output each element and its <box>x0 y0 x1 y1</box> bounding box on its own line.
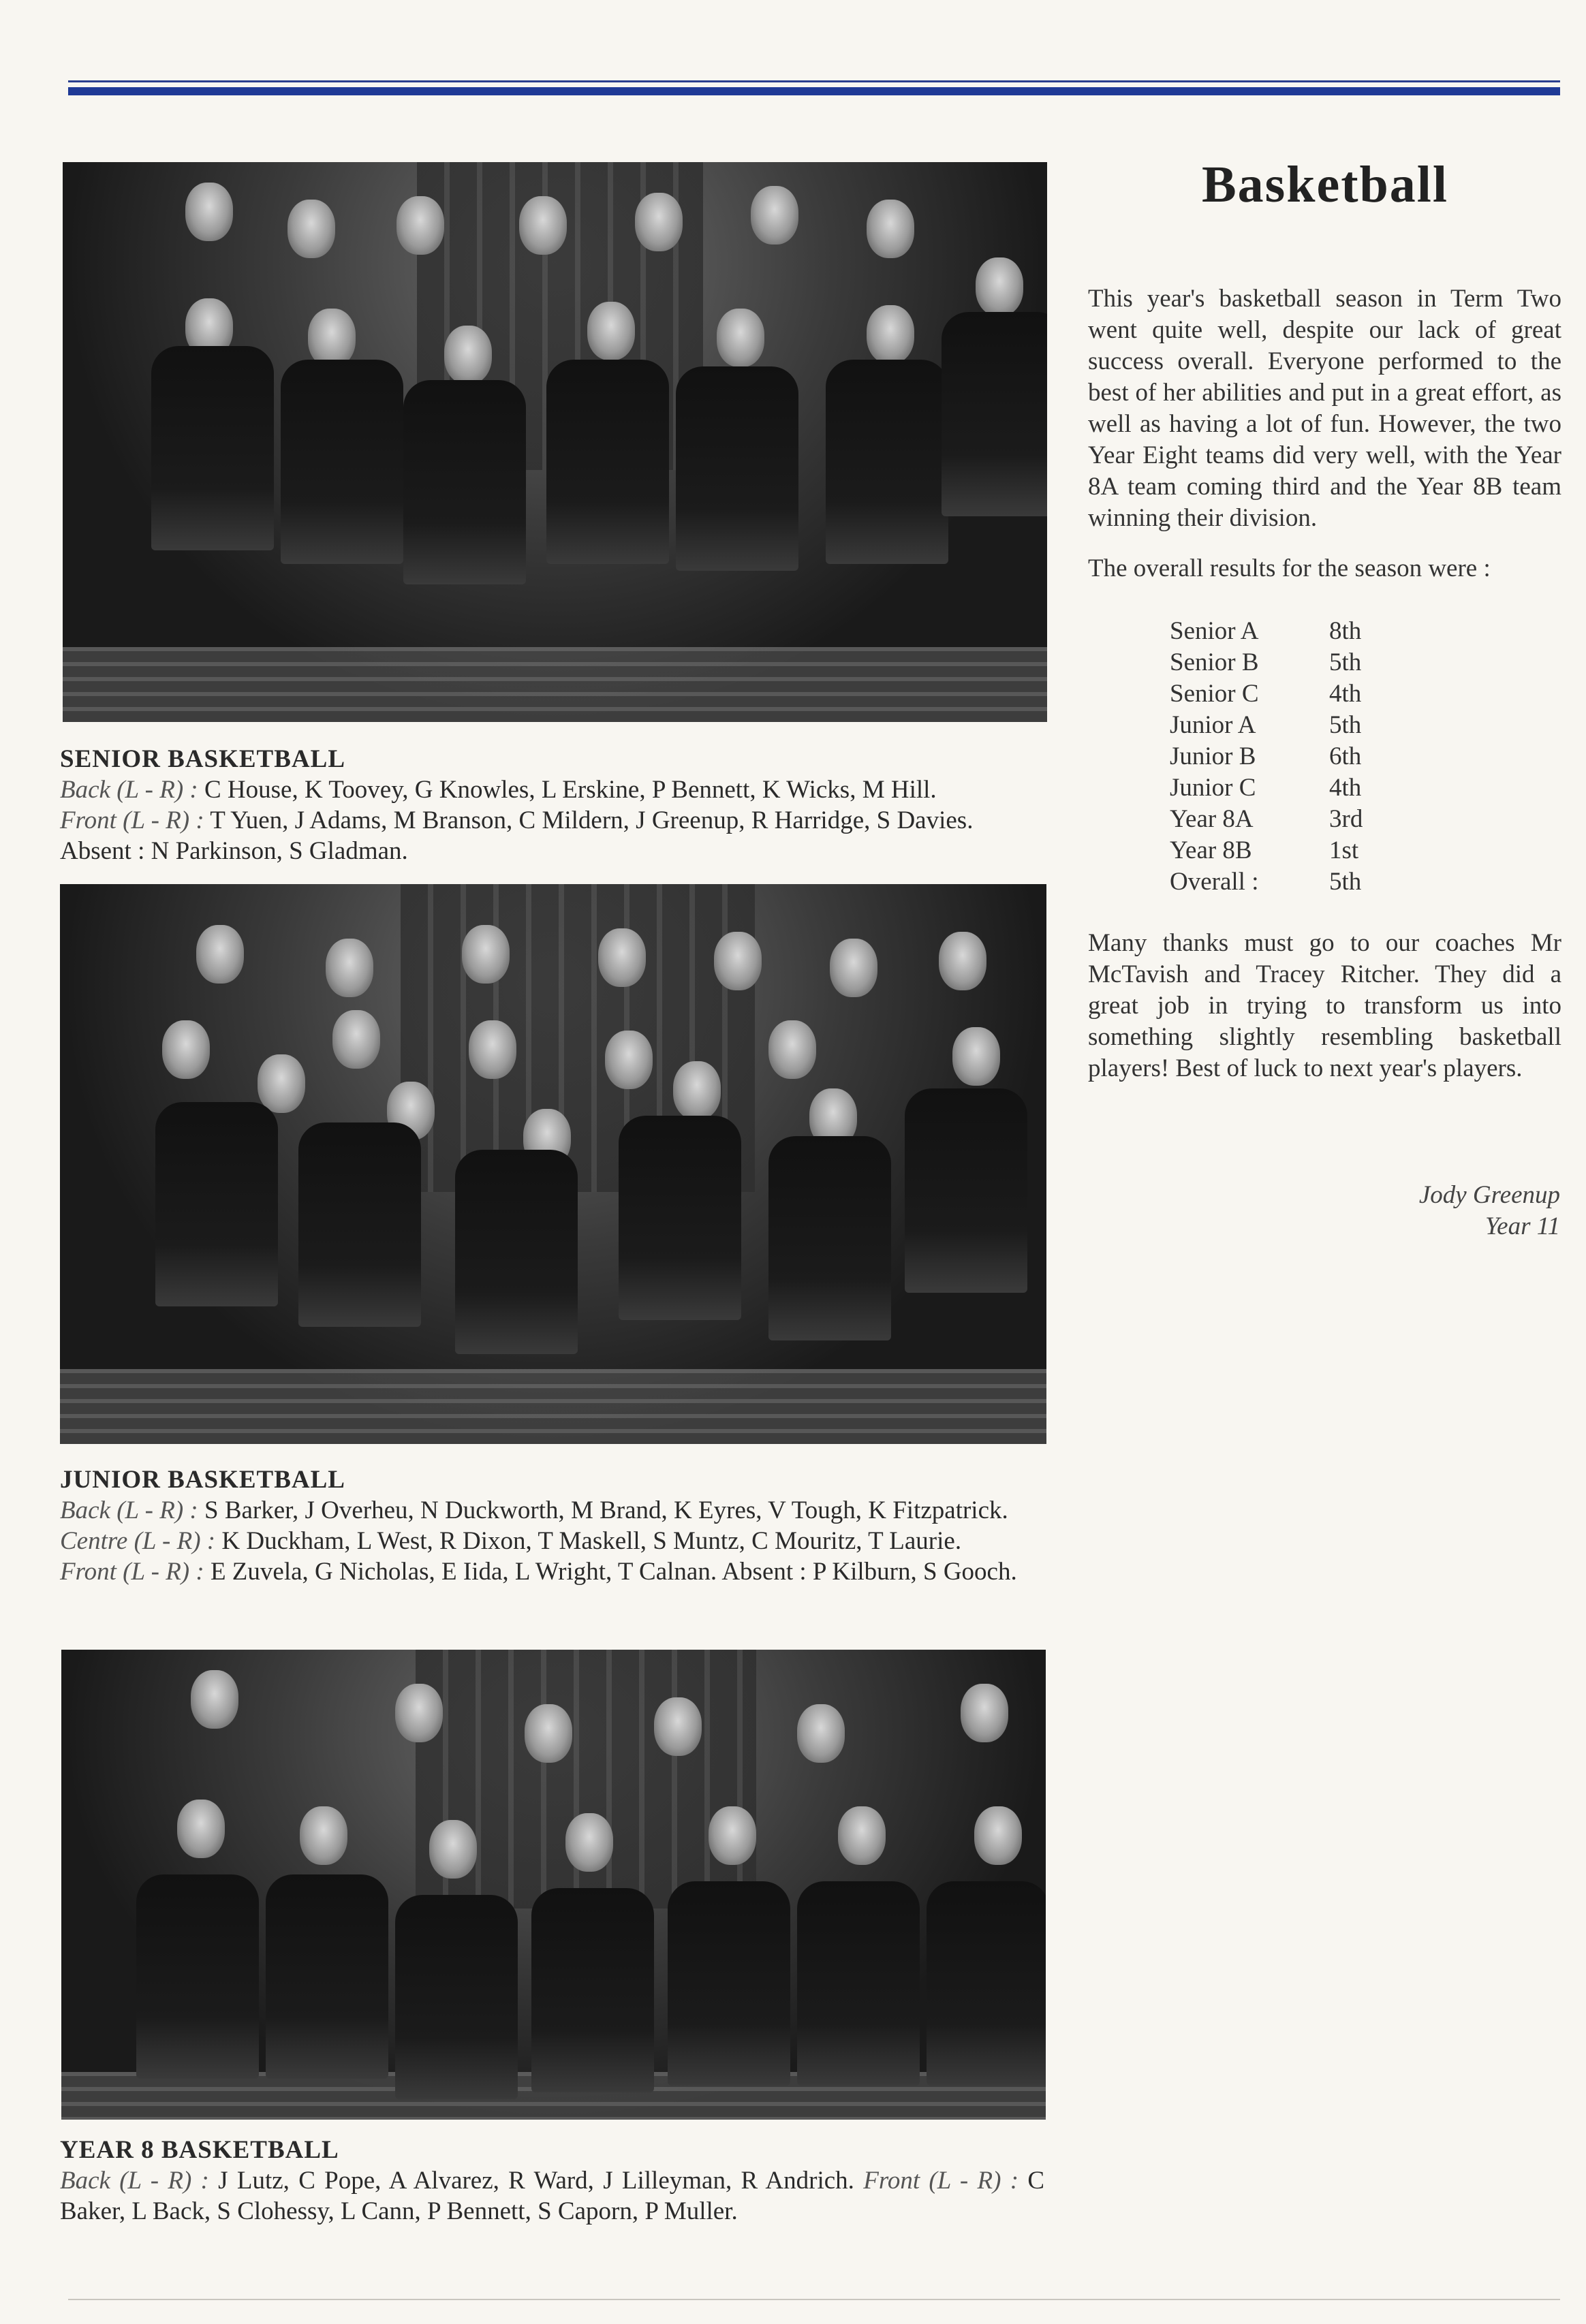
article-title: Basketball <box>1201 156 1449 213</box>
junior-absent: Absent : P Kilburn, S Gooch. <box>721 1558 1017 1586</box>
year8-back-label: Back (L - R) : <box>60 2167 209 2195</box>
junior-front-names: E Zuvela, G Nicholas, E Iida, L Wright, T Calnan. <box>210 1558 717 1586</box>
senior-front-label: Front (L - R) : <box>60 806 204 834</box>
author-name: Jody Greenup <box>1418 1181 1560 1209</box>
junior-centre-names: K Duckham, L West, R Dixon, T Maskell, S Muntz, C Mouritz, T Laurie. <box>221 1527 962 1555</box>
junior-back-label: Back (L - R) : <box>60 1496 198 1524</box>
result-row <box>1170 616 1456 647</box>
junior-front-label: Front (L - R) : <box>60 1558 204 1586</box>
article-paragraph-3: Many thanks must go to our coaches Mr McTavish and Tracey Ritcher. They did a great job in trying to transform us into something slightly resembling basketball players! Best of luck to next year's players. <box>1088 929 1561 1082</box>
result-team: Senior A <box>1170 617 1259 645</box>
result-row <box>1170 804 1456 835</box>
result-place: 5th <box>1329 648 1362 676</box>
result-row <box>1170 835 1456 866</box>
result-row <box>1170 741 1456 772</box>
senior-heading: SENIOR BASKETBALL <box>60 745 345 773</box>
junior-back-names: S Barker, J Overheu, N Duckworth, M Brand, K Eyres, V Tough, K Fitzpatrick. <box>204 1496 1008 1524</box>
result-team: Junior B <box>1170 742 1256 770</box>
junior-caption <box>60 1464 1046 1587</box>
year8-rows <box>60 2165 1044 2227</box>
year8-back-names: J Lutz, C Pope, A Alvarez, R Ward, J Lilleyman, R Andrich. <box>218 2167 854 2195</box>
senior-front-row <box>60 805 1046 836</box>
article-signoff <box>1226 1180 1560 1242</box>
junior-front-row <box>60 1556 1046 1587</box>
result-row <box>1170 710 1456 741</box>
photo-figures <box>63 162 1047 722</box>
senior-back-row <box>60 774 1046 805</box>
junior-back-row <box>60 1495 1046 1526</box>
senior-caption <box>60 744 1046 866</box>
result-team: Junior A <box>1170 711 1256 739</box>
senior-absent: Absent : N Parkinson, S Gladman. <box>60 837 408 865</box>
article-paragraph-2: The overall results for the season were : <box>1088 554 1491 582</box>
senior-back-names: C House, K Toovey, G Knowles, L Erskine, P Bennett, K Wicks, M Hill. <box>204 776 937 804</box>
senior-team-photo <box>63 162 1047 722</box>
result-row <box>1170 647 1456 678</box>
result-row <box>1170 678 1456 710</box>
result-team: Year 8A <box>1170 805 1254 833</box>
result-place: 5th <box>1329 868 1362 896</box>
senior-front-names: T Yuen, J Adams, M Branson, C Mildern, J Greenup, R Harridge, S Davies. <box>210 806 974 834</box>
junior-heading: JUNIOR BASKETBALL <box>60 1466 345 1494</box>
result-row <box>1170 866 1456 898</box>
result-place: 3rd <box>1329 805 1363 833</box>
result-place: 5th <box>1329 711 1362 739</box>
junior-centre-label: Centre (L - R) : <box>60 1527 216 1555</box>
result-team: Senior B <box>1170 648 1259 676</box>
article-paragraph-1: This year's basketball season in Term Two went quite well, despite our lack of great success overall. Everyone performed to the best of her abilities and put in a great effort, as well as having a lot of fun. However, the two Year Eight teams did very well, with the Year 8A team coming third and the Year 8B team winning their division. <box>1088 285 1561 532</box>
bottom-rule <box>68 2299 1560 2300</box>
year8-front-names: C Baker, L Back, S Clohessy, L Cann, P Bennett, S Caporn, P Muller. <box>60 2167 1045 2225</box>
results-table <box>1170 616 1456 898</box>
result-place: 6th <box>1329 742 1362 770</box>
photo-figures <box>60 884 1046 1444</box>
author-year: Year 11 <box>1484 1212 1560 1240</box>
result-place: 4th <box>1329 774 1362 802</box>
result-row <box>1170 772 1456 804</box>
result-place: 8th <box>1329 617 1362 645</box>
top-rule-thin <box>68 80 1560 82</box>
year8-heading: YEAR 8 BASKETBALL <box>60 2136 339 2164</box>
senior-back-label: Back (L - R) : <box>60 776 198 804</box>
photo-figures <box>61 1650 1046 2120</box>
year8-team-photo <box>61 1650 1046 2120</box>
junior-team-photo <box>60 884 1046 1444</box>
year8-caption <box>60 2135 1044 2227</box>
result-place: 1st <box>1329 836 1359 864</box>
junior-centre-row <box>60 1526 1046 1556</box>
result-place: 4th <box>1329 680 1362 708</box>
result-team: Year 8B <box>1170 836 1252 864</box>
top-rule-thick <box>68 87 1560 95</box>
result-team: Junior C <box>1170 774 1256 802</box>
result-team: Overall : <box>1170 868 1259 896</box>
result-team: Senior C <box>1170 680 1259 708</box>
year8-front-label: Front (L - R) : <box>863 2167 1019 2195</box>
